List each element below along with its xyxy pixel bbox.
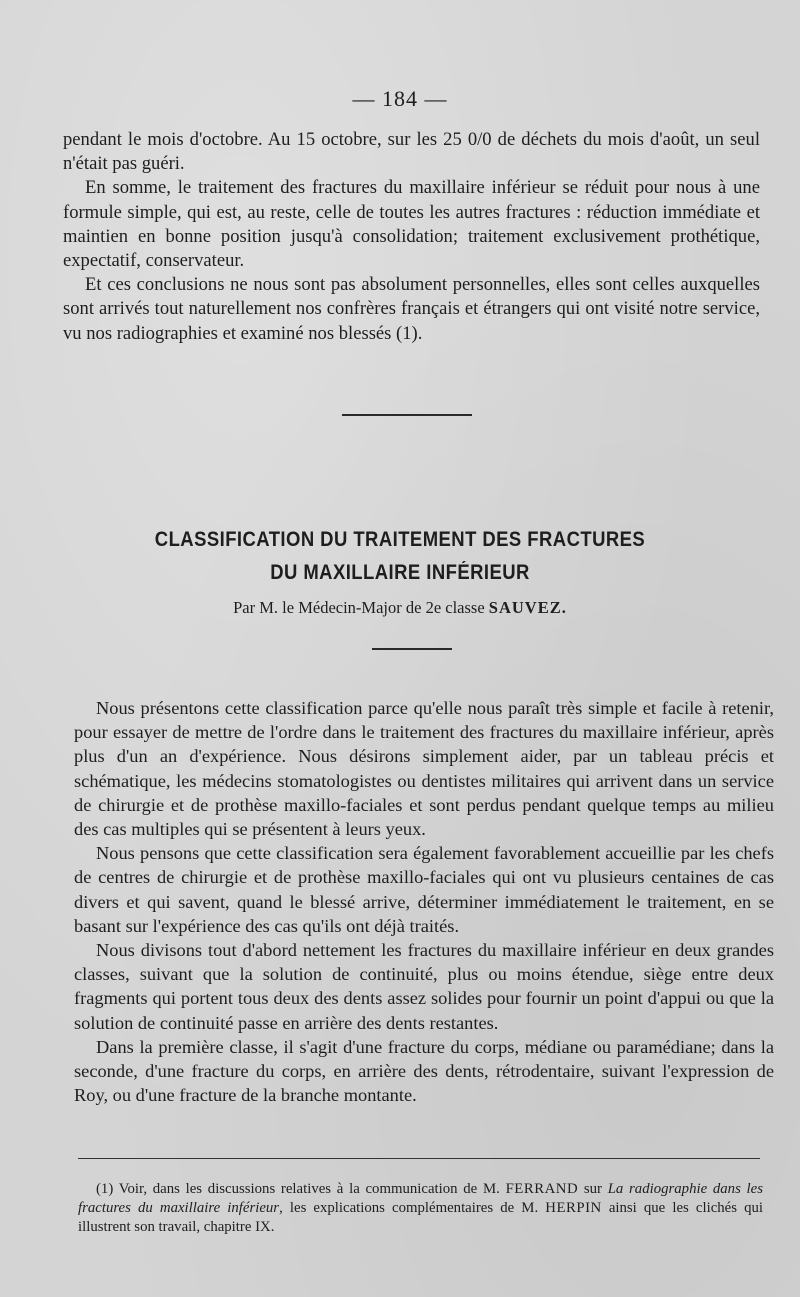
footnote-name-ferrand: FERRAND	[505, 1181, 579, 1197]
footnote-part-1: (1) Voir, dans les discussions relatives à la communication de M.	[96, 1181, 506, 1197]
footnote-part-4: ainsi que les clichés qui illustrent son travail, chapitre IX.	[78, 1200, 764, 1235]
intro-paragraph-3: Et ces conclusions ne nous sont pas absolument personnelles, elles sont celles auxquelles sont arrivés tout naturellement nos confrères français et étrangers qui ont visité notre service, vu nos radiographies et examiné nos blessés (1).	[63, 274, 760, 344]
intro-text	[63, 128, 760, 346]
footnote-italic-title: La radiographie dans les fractures du maxillaire inférieur	[78, 1181, 763, 1216]
article-title-line-1: CLASSIFICATION DU TRAITEMENT DES FRACTURES	[154, 528, 646, 551]
intro-paragraph-1: pendant le mois d'octobre. Au 15 octobre, sur les 25 0/0 de déchets du mois d'août, un seul n'était pas guéri.	[63, 129, 760, 175]
footnote-text	[78, 1180, 763, 1237]
body-paragraph-1: Nous présentons cette classification parce qu'elle nous paraît très simple et facile à retenir, pour essayer de mettre de l'ordre dans le traitement des fractures du maxillaire inférieur, après plus d'un an d'expérience. Nous désirons simplement aider, par un tableau précis et schématique, les médecins stomatologistes ou dentistes militaires qui arrivent dans un service de chirurgie et de prothèse maxillo-faciales et sont perdus pendant quelque temps au milieu des cas multiples qui se présentent à leurs yeux.	[74, 698, 774, 840]
byline-prefix: Par M. le Médecin-Major de 2e classe	[233, 598, 485, 617]
page-number: — 184 —	[352, 86, 448, 111]
byline	[0, 598, 800, 618]
article-title-line-2: DU MAXILLAIRE INFÉRIEUR	[270, 561, 530, 584]
body-paragraph-2: Nous pensons que cette classification sera également favorablement accueillie par les chefs de centres de chirurgie et de prothèse maxillo-faciales qui ont vu plusieurs centaines de cas divers et qui savent, quand le blessé arrive, déterminer immédiatement le traitement, en se basant sur l'expérience des cas qu'ils ont déjà traités.	[74, 843, 774, 936]
body-paragraph-4: Dans la première classe, il s'agit d'une fracture du corps, médiane ou paramédiane; dans la seconde, d'une fracture du corps, en arrière des dents, rétrodentaire, suivant l'expression de Roy, ou d'une fracture de la branche montante.	[74, 1036, 774, 1106]
article-body	[74, 696, 774, 1107]
footnote-divider	[78, 1158, 760, 1159]
byline-author: SAUVEZ.	[488, 598, 567, 617]
footnote-name-herpin: HERPIN	[545, 1200, 602, 1216]
title-divider	[372, 648, 452, 650]
footnote-part-3: , les explications complémentaires de M.	[279, 1200, 546, 1216]
footnote	[78, 1180, 763, 1237]
section-divider	[342, 414, 472, 416]
intro-paragraph-2: En somme, le traitement des fractures du maxillaire inférieur se réduit pour nous à une formule simple, qui est, au reste, celle de toutes les autres fractures : réduction immédiate et maintien en bonne position jusqu'à consolidation; traitement exclusivement prothétique, expectatif, conservateur.	[63, 177, 760, 272]
body-paragraph-3: Nous divisons tout d'abord nettement les fractures du maxillaire inférieur en deux grandes classes, suivant que la solution de continuité, plus ou moins étendue, siège entre deux fragments qui portent tous deux des dents assez solides pour fournir un point d'appui ou que la solution de continuité passe en arrière des dents restantes.	[74, 940, 774, 1033]
footnote-part-2: sur	[578, 1181, 608, 1197]
